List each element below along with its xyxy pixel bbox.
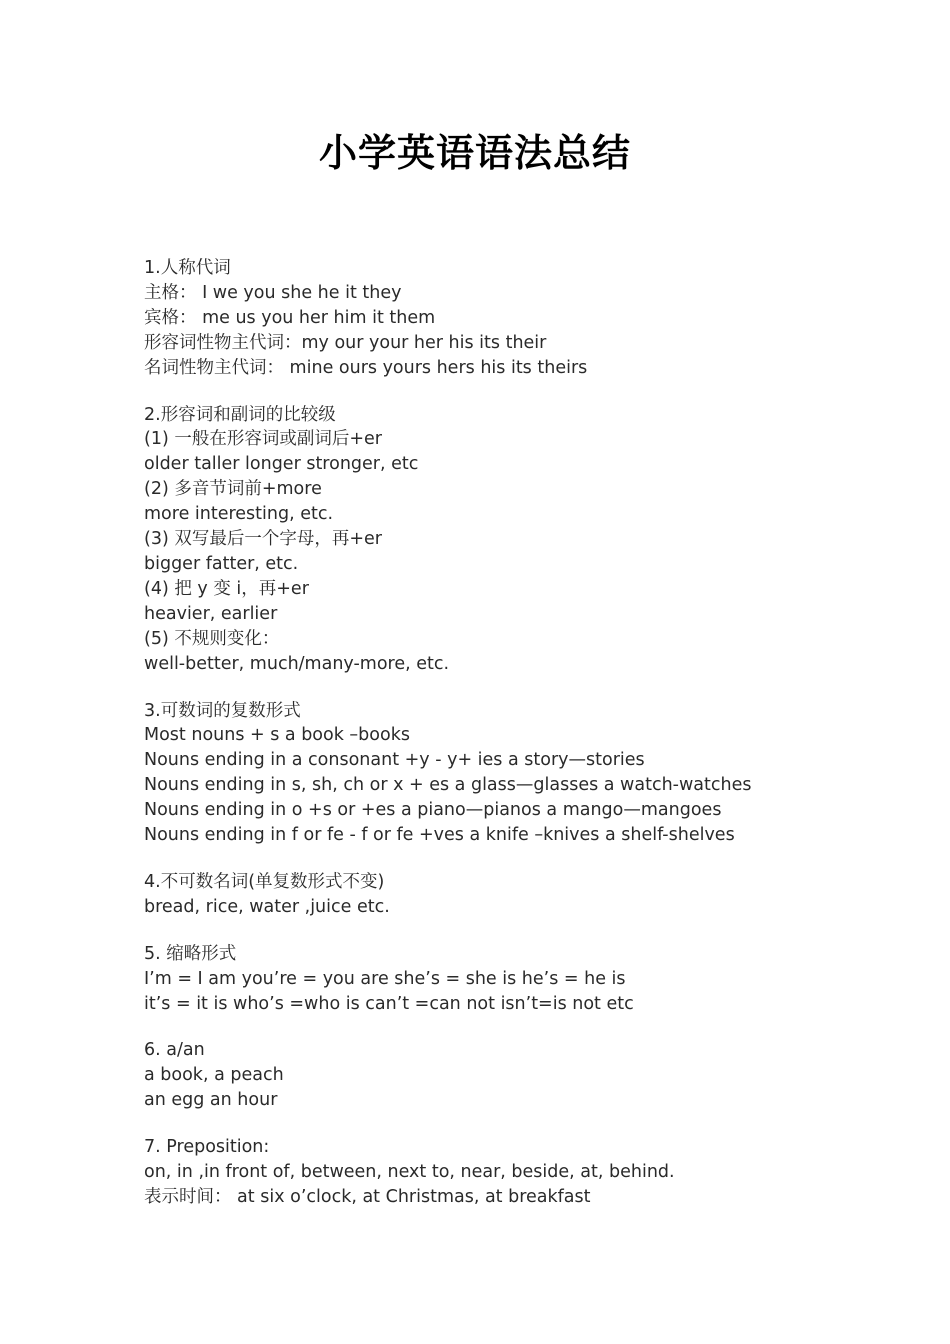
text-line: bread, rice, water ,juice etc.: [144, 896, 390, 917]
text-line: Nouns ending in s, sh, ch or x + es a glass—glasses a watch-watches: [144, 775, 752, 796]
text-line: (5) 不规则变化：: [144, 628, 280, 649]
text-line: older taller longer stronger, etc: [144, 454, 419, 475]
section-heading: 1.人称代词: [144, 258, 231, 278]
text-line: more interesting, etc.: [144, 504, 334, 525]
text-line: I’m = I am you’re = you are she’s = she is he’s = he is: [144, 968, 626, 989]
text-line: (3) 双写最后一个字母，再+er: [144, 529, 382, 550]
text-line: on, in ,in front of, between, next to, near, beside, at, behind.: [144, 1162, 675, 1183]
text-line: well-better, much/many-more, etc.: [144, 653, 450, 674]
section-articles: [144, 1038, 904, 1113]
text-line: a book, a peach: [144, 1065, 284, 1086]
text-line: Nouns ending in a consonant +y - y+ ies a story—stories: [144, 750, 645, 771]
text-line: it’s = it is who’s =who is can’t =can not isn’t=is not etc: [144, 993, 634, 1014]
section-heading: 5. 缩略形式: [144, 943, 237, 964]
section-uncountable-nouns: [144, 870, 904, 920]
section-heading: 2.形容词和副词的比较级: [144, 404, 336, 425]
section-heading: 3.可数词的复数形式: [144, 700, 301, 721]
text-line: 表示时间： at six o’clock, at Christmas, at breakfast: [144, 1187, 591, 1207]
text-line: 名词性物主代词： mine ours yours hers his its theirs: [144, 357, 588, 378]
section-comparatives: [144, 403, 904, 677]
document-body: [144, 256, 904, 1232]
section-heading: 6. a/an: [144, 1040, 205, 1061]
text-line: 主格： I we you she he it they: [144, 282, 402, 303]
section-prepositions: [144, 1135, 904, 1210]
text-line: 形容词性物主代词：my our your her his its their: [144, 332, 547, 353]
text-line: (2) 多音节词前+more: [144, 479, 322, 500]
text-line: an egg an hour: [144, 1090, 278, 1111]
text-line: Most nouns + s a book –books: [144, 725, 410, 746]
text-line: 宾格： me us you her him it them: [144, 307, 436, 328]
document-title: 小学英语语法总结: [318, 130, 631, 175]
text-line: bigger fatter, etc.: [144, 553, 299, 574]
section-personal-pronouns: [144, 256, 904, 381]
section-heading: 7. Preposition:: [144, 1137, 270, 1158]
text-line: (4) 把 y 变 i，再+er: [144, 578, 309, 599]
text-line: Nouns ending in f or fe - f or fe +ves a knife –knives a shelf-shelves: [144, 825, 735, 846]
section-plural-forms: [144, 699, 904, 848]
section-contractions: [144, 942, 904, 1017]
section-heading: 4.不可数名词(单复数形式不变): [144, 871, 385, 892]
text-line: heavier, earlier: [144, 603, 278, 624]
text-line: (1) 一般在形容词或副词后+er: [144, 429, 382, 450]
text-line: Nouns ending in o +s or +es a piano—pianos a mango—mangoes: [144, 800, 722, 821]
